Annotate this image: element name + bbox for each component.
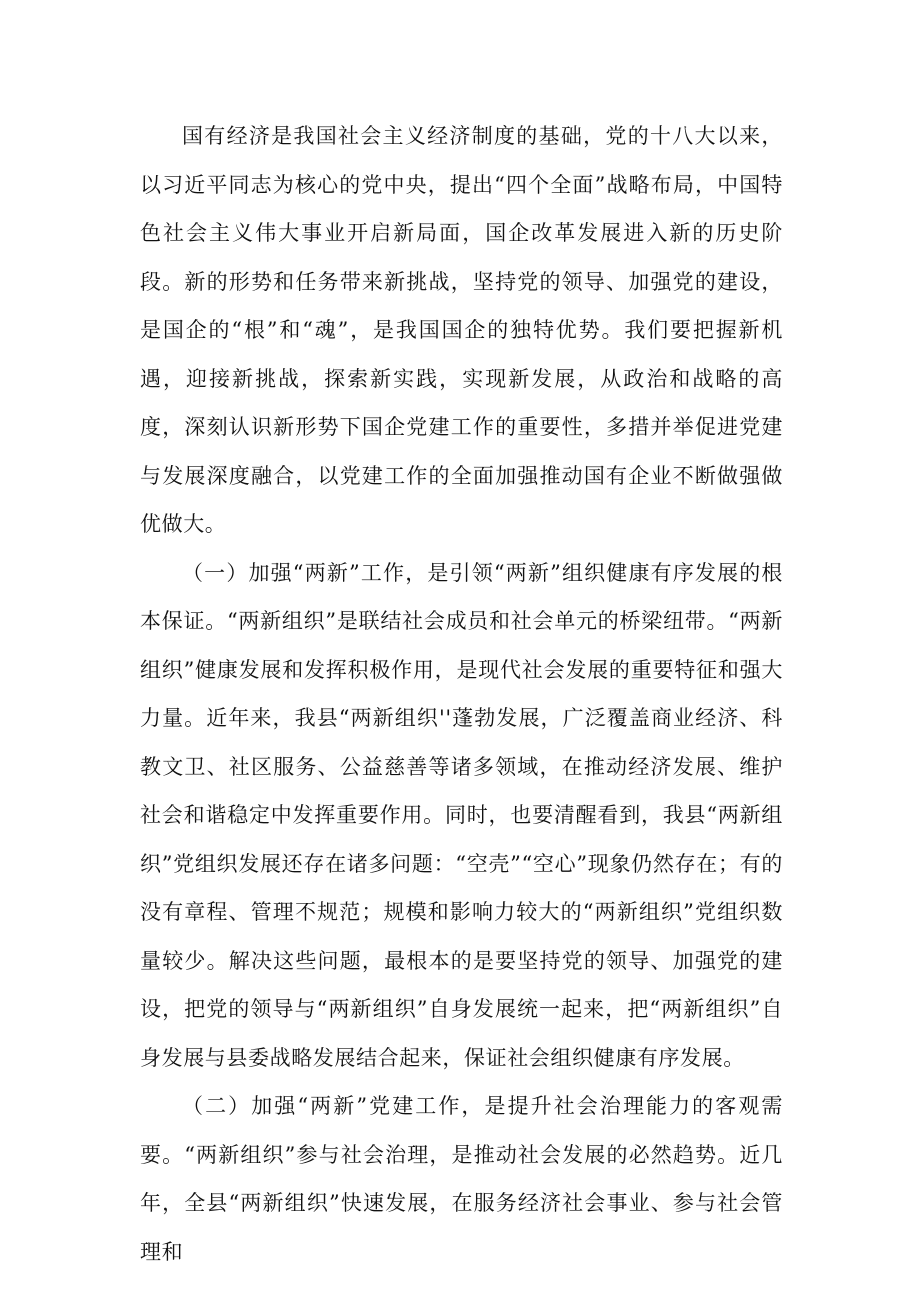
paragraph-state-economy: 国有经济是我国社会主义经济制度的基础，党的十八大以来，以习近平同志为核心的党中央，提出“四个全面”战略布局，中国特色社会主义伟大事业开启新局面，国企改革发展进入新的历史阶段。新的形势和任务带来新挑战，坚持党的领导、加强党的建设，是国企的“根”和“魂”，是我国国企的独特优势。我们要把握新机遇，迎接新挑战，探索新实践，实现新发展，从政治和战略的高度，深刻认识新形势下国企党建工作的重要性，多措并举促进党建与发展深度融合，以党建工作的全面加强推动国有企业不断做强做优做大。 bbox=[140, 124, 783, 536]
document-page bbox=[140, 112, 783, 1276]
paragraph-section-two: （二）加强“两新”党建工作，是提升社会治理能力的客观需要。“两新组织”参与社会治理，是推动社会发展的必然趋势。近几年，全县“两新组织”快速发展，在服务经济社会事业、参与社会管理和 bbox=[140, 1094, 783, 1264]
paragraph-section-one: （一）加强“两新”工作，是引领“两新”组织健康有序发展的根本保证。“两新组织”是联结社会成员和社会单元的桥梁纽带。“两新组织”健康发展和发挥积极作用，是现代社会发展的重要特征和强大力量。近年来，我县“两新组织''蓬勃发展，广泛覆盖商业经济、科教文卫、社区服务、公益慈善等诸多领域，在推动经济发展、维护社会和谐稳定中发挥重要作用。同时，也要清醒看到，我县“两新组织”党组织发展还存在诸多问题：“空壳”“空心”现象仍然存在；有的没有章程、管理不规范；规模和影响力较大的“两新组织”党组织数量较少。解决这些问题，最根本的是要坚持党的领导、加强党的建设，把党的领导与“两新组织”自身发展统一起来，把“两新组织”自身发展与县委战略发展结合起来，保证社会组织健康有序发展。 bbox=[140, 560, 783, 1070]
